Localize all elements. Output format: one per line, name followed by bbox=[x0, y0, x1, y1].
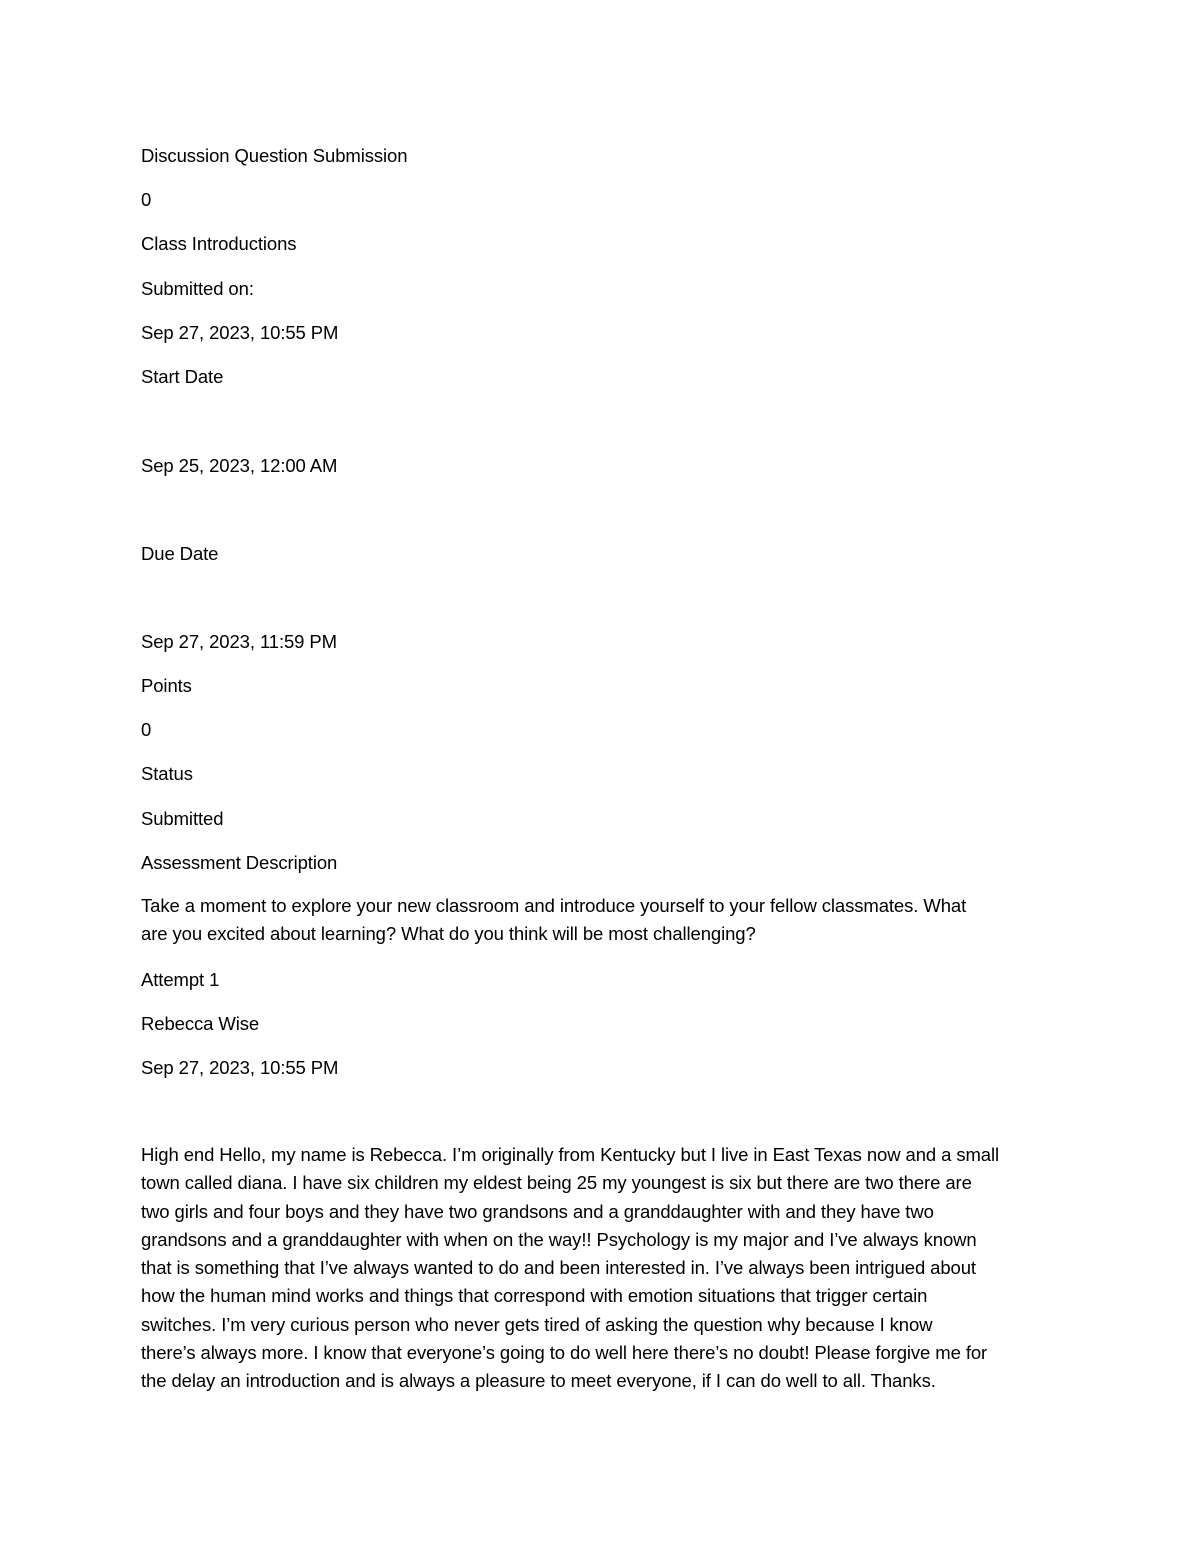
submitted-on-label: Submitted on: bbox=[141, 278, 254, 299]
attempt-date: Sep 27, 2023, 10:55 PM bbox=[141, 1057, 339, 1078]
response-line: High end Hello, my name is Rebecca. I’m originally from Kentucky but I live in East Texas now and a small bbox=[141, 1144, 1000, 1165]
status-value: Submitted bbox=[141, 808, 224, 829]
assessment-description-line: are you excited about learning? What do you think will be most challenging? bbox=[141, 923, 756, 945]
assessment-description-line: Take a moment to explore your new classroom and introduce yourself to your fellow classmates. What bbox=[141, 895, 967, 916]
start-date-value: Sep 25, 2023, 12:00 AM bbox=[141, 455, 338, 476]
response-text bbox=[141, 1141, 1066, 1396]
response-line: there’s always more. I know that everyone’s going to do well here there’s no doubt! Please forgive me for bbox=[141, 1342, 988, 1364]
response-line: two girls and four boys and they have two grandsons and a granddaughter with and they have two bbox=[141, 1200, 934, 1222]
response-line: the delay an introduction and is always a pleasure to meet everyone, if I can do well to all. Thanks. bbox=[141, 1370, 936, 1392]
response-line: that is something that I’ve always wanted to do and been interested in. I’ve always been intrigued about bbox=[141, 1257, 976, 1279]
response-line: grandsons and a granddaughter with when on the way!! Psychology is my major and I’ve always known bbox=[141, 1228, 977, 1250]
counter-value: 0 bbox=[141, 189, 152, 210]
due-date-value: Sep 27, 2023, 11:59 PM bbox=[141, 631, 337, 652]
response-line: switches. I’m very curious person who never gets tired of asking the question why because I know bbox=[141, 1313, 933, 1335]
assessment-description-label: Assessment Description bbox=[141, 852, 338, 873]
points-value: 0 bbox=[141, 719, 152, 740]
start-date-label: Start Date bbox=[141, 366, 224, 387]
response-line: how the human mind works and things that correspond with emotion situations that trigger certain bbox=[141, 1285, 928, 1307]
due-date-label: Due Date bbox=[141, 543, 219, 564]
document-title: Discussion Question Submission bbox=[141, 145, 408, 166]
assessment-description-text bbox=[141, 892, 1066, 949]
points-label: Points bbox=[141, 675, 192, 696]
topic-title: Class Introductions bbox=[141, 233, 297, 254]
response-line: town called diana. I have six children my eldest being 25 my youngest is six but there are two there are bbox=[141, 1172, 972, 1194]
status-label: Status bbox=[141, 763, 193, 784]
submitted-on-value: Sep 27, 2023, 10:55 PM bbox=[141, 322, 339, 343]
attempt-label: Attempt 1 bbox=[141, 969, 220, 990]
author-name: Rebecca Wise bbox=[141, 1013, 260, 1034]
